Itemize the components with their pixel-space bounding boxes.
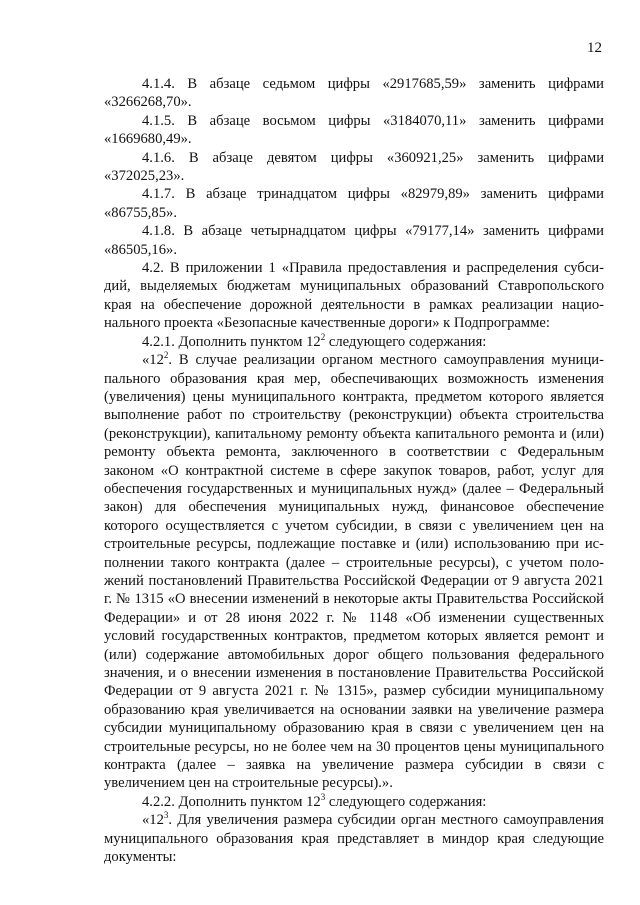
paragraph-4-1-6: 4.1.6. В абзаце девятом цифры «360921,25» заменить цифрами «372025,23».: [104, 149, 604, 185]
text-segment: 4.2.2. Дополнить пунктом 12: [142, 793, 321, 810]
superscript: 2: [320, 331, 326, 342]
page-number: 12: [587, 40, 602, 56]
paragraph-4-1-4: 4.1.4. В абзаце седьмом цифры «2917685,59» заменить цифрами «3266268,70».: [104, 76, 604, 111]
paragraph-item-12-2: [104, 351, 604, 793]
superscript: 2: [163, 350, 169, 361]
superscript: 3: [163, 810, 169, 821]
paragraph-4-1-5: 4.1.5. В абзаце восьмом цифры «3184070,11» заменить цифрами «1669680,49».: [104, 112, 604, 148]
paragraph-item-12-3: [104, 811, 604, 866]
text-segment: «12: [142, 352, 164, 369]
paragraph-4-2-2: [104, 793, 604, 811]
text-segment: «12: [142, 812, 164, 829]
text-segment: следующего содержания:: [325, 333, 487, 350]
text-segment: . В случае реализации органом местного самоуправления муниципального образования края мер, обеспечивающих возможность изменения (увеличения) цены муниципального контракта, предметом которого является выполнение работ по строительству (реконструкции) объекта строительства (реконструкции), капитальному ремонту объекта капитального ремонта и (или) ремонту объекта ремонта, заключенного в соответствии с Федеральным законом «О контрактной системе в сфере закупок товаров, работ, услуг для обеспечения государственных и муниципальных нужд» (далее – Федеральный закон) для обеспечения муниципальных нужд, финансовое обеспечение которого осуществляется с учетом субсидии, в связи с увеличением цен на строительные ресурсы, подлежащие поставке и (или) использованию при исполнении такого контракта (далее – строительные ресурсы), с учетом положений постановлений Правительства Российской Федерации от 9 августа 2021 г. № 1315 «О внесении изменений в некоторые акты Правительства Российской Федерации» и от 28 июня 2022 г. № 1148 «Об изменении существенных условий государственных контрактов, предметом которых является ремонт и (или) содержание автомобильных дорог общего пользования федерального значения, и о внесении изменения в постановление Правительства Российской Федерации от 9 августа 2021 г. № 1315», размер субсидии муниципальному образованию края увеличивается на основании заявки на увеличение размера субсидии муниципальному образованию края в связи с увеличением цен на строительные ресурсы, но не более чем на 30 процентов цены муниципального контракта (далее – заявка на увеличение размера субсидии в связи с увеличением цен на строительные ресурсы).».: [104, 352, 604, 792]
superscript: 3: [320, 791, 326, 802]
document-body: [104, 75, 604, 866]
paragraph-4-2: 4.2. В приложении 1 «Правила предоставления и распределения субсидий, выделяемых бюджетам муниципальных образований Ставропольского края на обеспечение дорожной деятельности в рамках реализации национального проекта «Безопасные качественные дороги» к Подпрограмме:: [104, 260, 604, 332]
paragraph-4-2-1: [104, 333, 604, 351]
text-segment: 4.2.1. Дополнить пунктом 12: [142, 333, 321, 350]
text-segment: следующего содержания:: [325, 793, 487, 810]
text-segment: . Для увеличения размера субсидии орган местного самоуправления муниципального образования края представляет в миндор края следующие документы:: [104, 812, 604, 866]
paragraph-4-1-8: 4.1.8. В абзаце четырнадцатом цифры «79177,14» заменить цифрами «86505,16».: [104, 223, 604, 258]
paragraph-4-1-7: 4.1.7. В абзаце тринадцатом цифры «82979,89» заменить цифрами «86755,85».: [104, 186, 604, 221]
